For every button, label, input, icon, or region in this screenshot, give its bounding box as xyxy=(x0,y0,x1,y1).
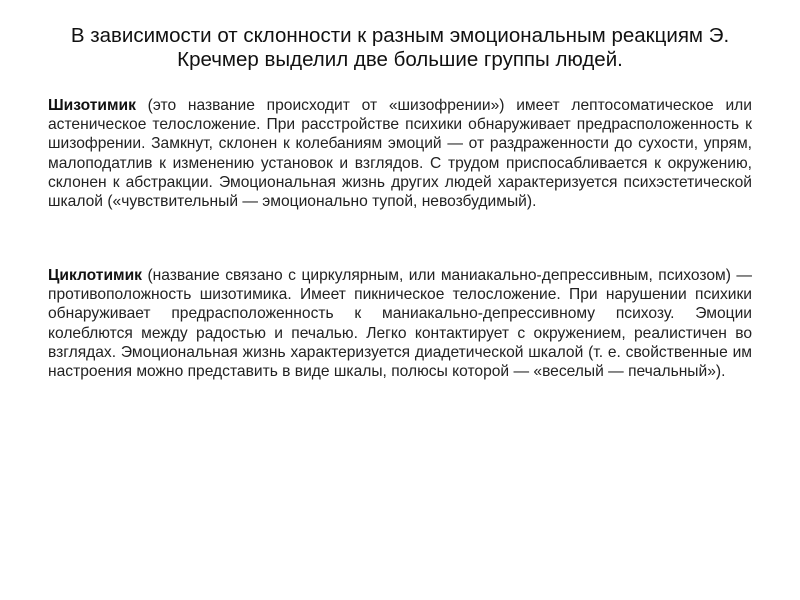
term-cyclothymic: Циклотимик xyxy=(48,267,142,284)
slide-title: В зависимости от склонности к разным эмоциональным реакциям Э. Кречмер выделил две большие группы людей. xyxy=(70,24,730,71)
term-schizothymic: Шизотимик xyxy=(48,97,136,114)
paragraph-text: (это название происходит от «шизофрении») имеет лептосоматическое или астеническое телосложение. При расстройстве психики обнаруживает предрасположенность к шизофрении. Замкнут, склонен к колебаниям эмоций — от раздраженности до сухости, упрям, малоподатлив к изменению установок и взглядов. С трудом приспосабливается к окружению, склонен к абстракции. Эмоциональная жизнь других людей характеризуется психэстетической шкалой («чувствительный — эмоционально тупой, невозбудимый). xyxy=(48,97,752,211)
paragraph-schizothymic xyxy=(48,96,752,211)
paragraph-cyclothymic xyxy=(48,266,752,381)
paragraph-text: (название связано с циркулярным, или маниакально-депрессивным, психозом) — противоположность шизотимика. Имеет пикническое телосложение. При нарушении психики обнаруживает предрасположенность к маниакально-депрессивному психозу. Эмоции колеблются между радостью и печалью. Легко контактирует с окружением, реалистичен во взглядах. Эмоциональная жизнь характеризуется диадетической шкалой (т. е. свойственные им настроения можно представить в виде шкалы, полюсы которой — «веселый — печальный»). xyxy=(48,267,752,381)
